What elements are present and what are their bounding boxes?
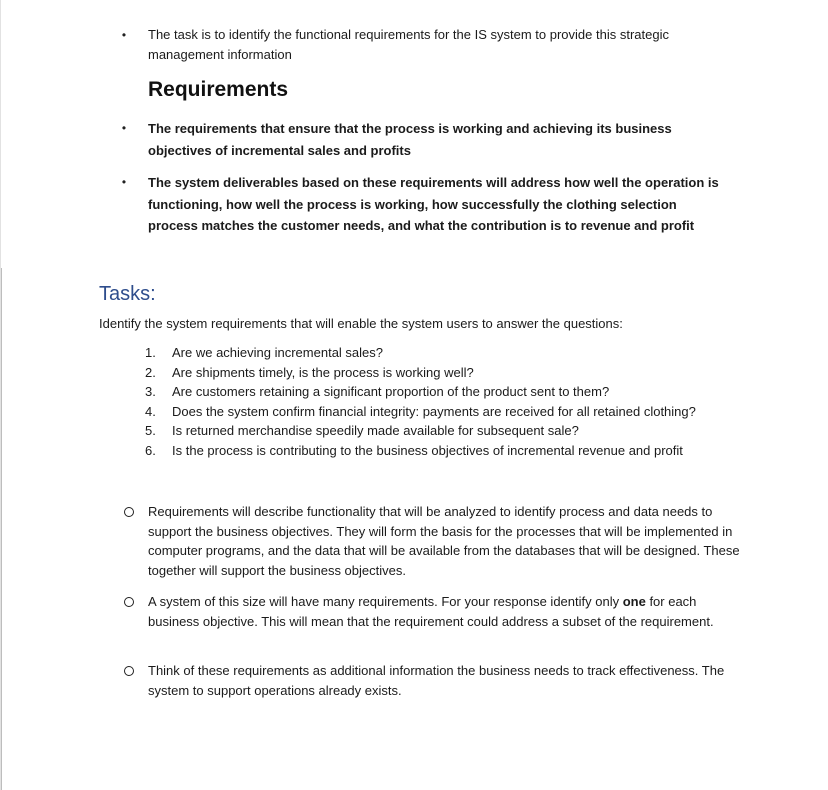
- note-3: Think of these requirements as additional information the business needs to track effectiveness. The system to support operations already exists.: [148, 663, 725, 698]
- list-text: Does the system confirm financial integrity: payments are received for all retained clothing?: [172, 403, 696, 419]
- bullet-dot: •: [121, 121, 127, 135]
- list-item: [1, 402, 828, 422]
- list-number: 6.: [145, 442, 156, 458]
- note-2-text-end: for each business objective. This will mean that the requirement could address a subset of the requirement.: [148, 594, 714, 629]
- note-1: Requirements will describe functionality that will be analyzed to identify process and data needs to support the business objectives. They will form the basis for the processes that will be implemented in computer programs, and the data that will be available from the databases that will be designed. These together will support the business objectives.: [148, 504, 740, 579]
- tasks-intro: Identify the system requirements that will enable the system users to answer the questions:: [99, 316, 623, 331]
- circle-bullet-icon: [124, 666, 134, 676]
- requirement-bullet-2: The system deliverables based on these requirements will address how well the operation is functioning, how well the process is working, how successfully the clothing selection process matches the customer needs, and what the contribution is to revenue and profit: [148, 175, 719, 233]
- list-text: Is the process is contributing to the business objectives of incremental revenue and profit: [172, 442, 683, 458]
- list-number: 4.: [145, 403, 156, 419]
- list-text: Is returned merchandise speedily made available for subsequent sale?: [172, 423, 579, 438]
- list-item: [1, 382, 828, 402]
- tasks-heading: Tasks:: [99, 283, 156, 305]
- list-item: [1, 363, 828, 383]
- list-item: [1, 343, 828, 363]
- requirements-heading: Requirements: [148, 78, 289, 101]
- list-text: Are we achieving incremental sales?: [172, 345, 383, 360]
- note-2-text: A system of this size will have many requirements. For your response identify only: [148, 594, 623, 609]
- list-number: 5.: [145, 423, 156, 438]
- bullet-dot: •: [121, 28, 127, 42]
- intro-bullet-text: The task is to identify the functional requirements for the IS system to provide this strategic management information: [148, 27, 669, 62]
- list-item: [1, 441, 828, 461]
- list-text: Are customers retaining a significant proportion of the product sent to them?: [172, 384, 610, 399]
- list-number: 3.: [145, 384, 156, 399]
- note-2-emphasis: one: [622, 594, 646, 609]
- list-text: Are shipments timely, is the process is working well?: [172, 364, 474, 380]
- circle-bullet-icon: [124, 507, 134, 517]
- bullet-dot: •: [121, 175, 127, 189]
- list-item: [1, 421, 828, 441]
- list-number: 2.: [145, 364, 156, 380]
- circle-bullet-icon: [124, 597, 134, 607]
- requirement-bullet-1: The requirements that ensure that the process is working and achieving its business objectives of incremental sales and profits: [148, 121, 672, 158]
- list-number: 1.: [145, 345, 156, 360]
- note-2: [148, 592, 740, 631]
